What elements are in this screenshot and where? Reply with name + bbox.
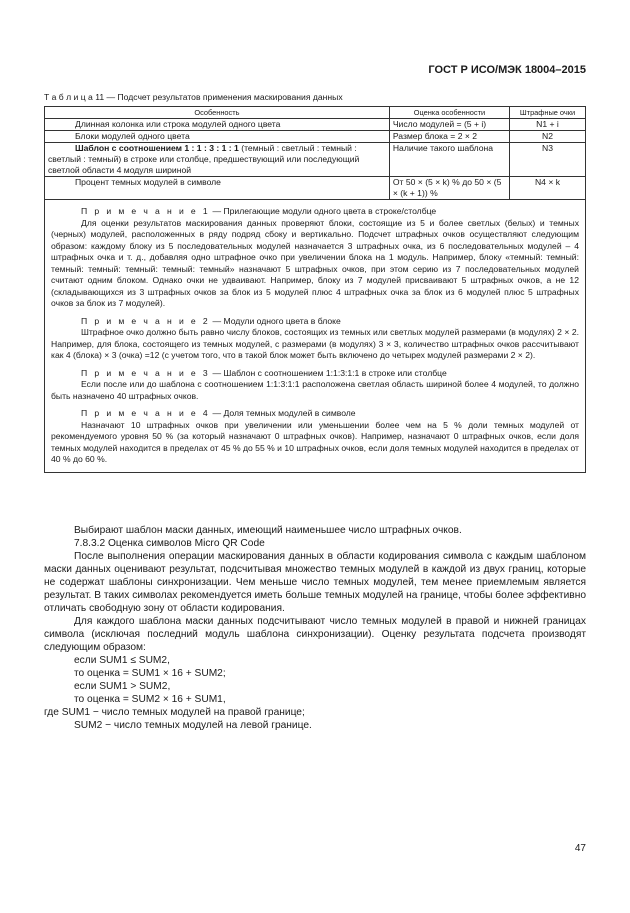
standard-header: ГОСТ Р ИСО/МЭК 18004–2015 (428, 64, 586, 76)
note-4 (51, 408, 579, 466)
formula-line: то оценка = SUM1 × 16 + SUM2; (74, 668, 226, 679)
cell-evaluation: От 50 × (5 × k) % до 50 × (5 × (k + 1)) % (389, 177, 509, 200)
table-caption-text: 11 — Подсчет результатов применения маскирования данных (95, 92, 343, 102)
formula-legend: где SUM1 − число темных модулей на правой границе; (44, 707, 305, 718)
note-heading: — Шаблон с соотношением 1:1:3:1:1 в строке или столбце (210, 367, 447, 378)
header-evaluation: Оценка особенности (389, 107, 509, 119)
cell-evaluation: Наличие такого шаблона (389, 143, 509, 177)
note-title (51, 206, 579, 218)
note-title (51, 408, 579, 420)
table-header-row (45, 107, 586, 119)
paragraph: Выбирают шаблон маски данных, имеющий наименьшее число штрафных очков. (74, 525, 462, 536)
cell-feature: Длинная колонка или строка модулей одного цвета (45, 119, 390, 131)
cell-penalty: N4 × k (510, 177, 586, 200)
notes-cell (45, 200, 586, 473)
cell-feature-desc: (темный : светлый : темный : светлый : темный) в строке или столбце, предшествующий или последующий светлой области 4 модуля шириной (48, 143, 360, 175)
formula-line: то оценка = SUM2 × 16 + SUM1, (74, 694, 226, 705)
note-heading: — Модули одного цвета в блоке (210, 315, 341, 326)
cell-evaluation: Размер блока = 2 × 2 (389, 131, 509, 143)
note-label: П р и м е ч а н и е 3 (81, 367, 211, 378)
cell-penalty: N1 + i (510, 119, 586, 131)
cell-evaluation: Число модулей = (5 + i) (389, 119, 509, 131)
paragraph: После выполнения операции маскирования данных в области кодирования символа с каждым шаблоном маски данных оценивают результат, подсчитывая множество темных модулей в каждой из двух границ, которые не содержат шаблоны синхронизации. Чем меньше число темных модулей, тем менее приемлемым является результат. В таких символах рекомендуется иметь больше темных модулей на границе, чтобы более эффективно отличать свободную зону от области кодирования. (44, 551, 586, 614)
penalty-table (44, 106, 586, 473)
cell-feature: Блоки модулей одного цвета (45, 131, 390, 143)
table-row (45, 131, 586, 143)
cell-penalty: N3 (510, 143, 586, 177)
header-feature: Особенность (45, 107, 390, 119)
table-row (45, 143, 586, 177)
notes-row (45, 200, 586, 473)
table-row (45, 119, 586, 131)
cell-feature-ratio: Шаблон с соотношением 1 : 1 : 3 : 1 : 1 (75, 143, 239, 153)
table-caption (44, 92, 343, 102)
section-heading: 7.8.3.2 Оценка символов Micro QR Code (74, 538, 265, 549)
note-title (51, 316, 579, 328)
header-penalty: Штрафные очки (510, 107, 586, 119)
note-heading: — Доля темных модулей в символе (210, 408, 356, 418)
table-row (45, 177, 586, 200)
cell-feature: Процент темных модулей в символе (45, 177, 390, 200)
table-caption-prefix: Т а б л и ц а (44, 92, 93, 102)
formula-line: если SUM1 ≤ SUM2, (74, 655, 170, 666)
note-text: Штрафное очко должно быть равно числу блоков, состоящих из темных или светлых модулей размерами (в модулях) 2 × 2. Например, для блока, состоящего из темных модулей, с размерами (в модулях) 3 × 3, количество штрафных очков рассчитывают как 4 (блока) × 3 (очка) =12 (с учетом того, что в такой блок может быть включено до четырех модулей размерами 2 × 2). (51, 327, 579, 360)
body-text (44, 524, 586, 732)
note-label: П р и м е ч а н и е 4 (81, 408, 211, 418)
note-text: Назначают 10 штрафных очков при увеличении или уменьшении более чем на 5 % доли темных модулей от рекомендуемого уровня 50 % (за который назначают 0 штрафных очков). Например, назначают 0 штрафных очков, если доля темных модулей находится в пределах от 45 % до 55 % и 10 штрафных очков, если доля темных модулей находится в пределах от 40 % до 60 %. (51, 419, 579, 464)
note-title (51, 368, 579, 380)
cell-penalty: N2 (510, 131, 586, 143)
note-text: Если после или до шаблона с соотношением 1:1:3:1:1 расположена светлая область шириной более 4 модулей, то должно быть назначено 40 штрафных очков. (51, 379, 579, 401)
formula-line: если SUM1 > SUM2, (74, 681, 171, 692)
note-1 (51, 206, 579, 310)
page-number: 47 (574, 843, 586, 854)
note-2 (51, 316, 579, 362)
cell-feature (45, 143, 390, 177)
note-3 (51, 368, 579, 403)
paragraph: Для каждого шаблона маски данных подсчитывают число темных модулей в правой и нижней границах символа (исключая последний модуль шаблона синхронизации). Оценку результата подсчета производят следующим образом: (44, 616, 586, 653)
note-heading: — Прилегающие модули одного цвета в строке/столбце (210, 206, 437, 216)
note-text: Для оценки результатов маскирования данных проверяют блоки, состоящие из 5 и более светлых (белых) и темных (черных) модулей, расположенных в ряду подряд сбоку и вертикально. Подсчет штрафных очков осуществляют следующим образом: каждому блоку из 5 последовательных модулей назначается 3 штрафных очка, из 6 последовательных модулей – 4 штрафных очка и т. д., добавляя одно штрафное очко при увеличении блока на 1 модуль. Например, блоку «темный: темный: темный: темный: темный: темный: темный» назначают 5 штрафных очков, при этом серию из 7 последовательных модулей считают одним блоком. Однако очки не удваивают. Например, блоку из 7 модулей присваивают 5 штрафных очков, а не 12 (складывающихся из 3 штрафных очков за блок из 5 модулей плюс 4 штрафных очка за блок из 6 модулей плюс 5 штрафных очков за блок из 7 модулей). (51, 217, 579, 308)
note-label: П р и м е ч а н и е 2 (81, 315, 211, 326)
note-label: П р и м е ч а н и е 1 (81, 206, 211, 216)
formula-legend: SUM2 − число темных модулей на левой границе. (74, 720, 312, 731)
